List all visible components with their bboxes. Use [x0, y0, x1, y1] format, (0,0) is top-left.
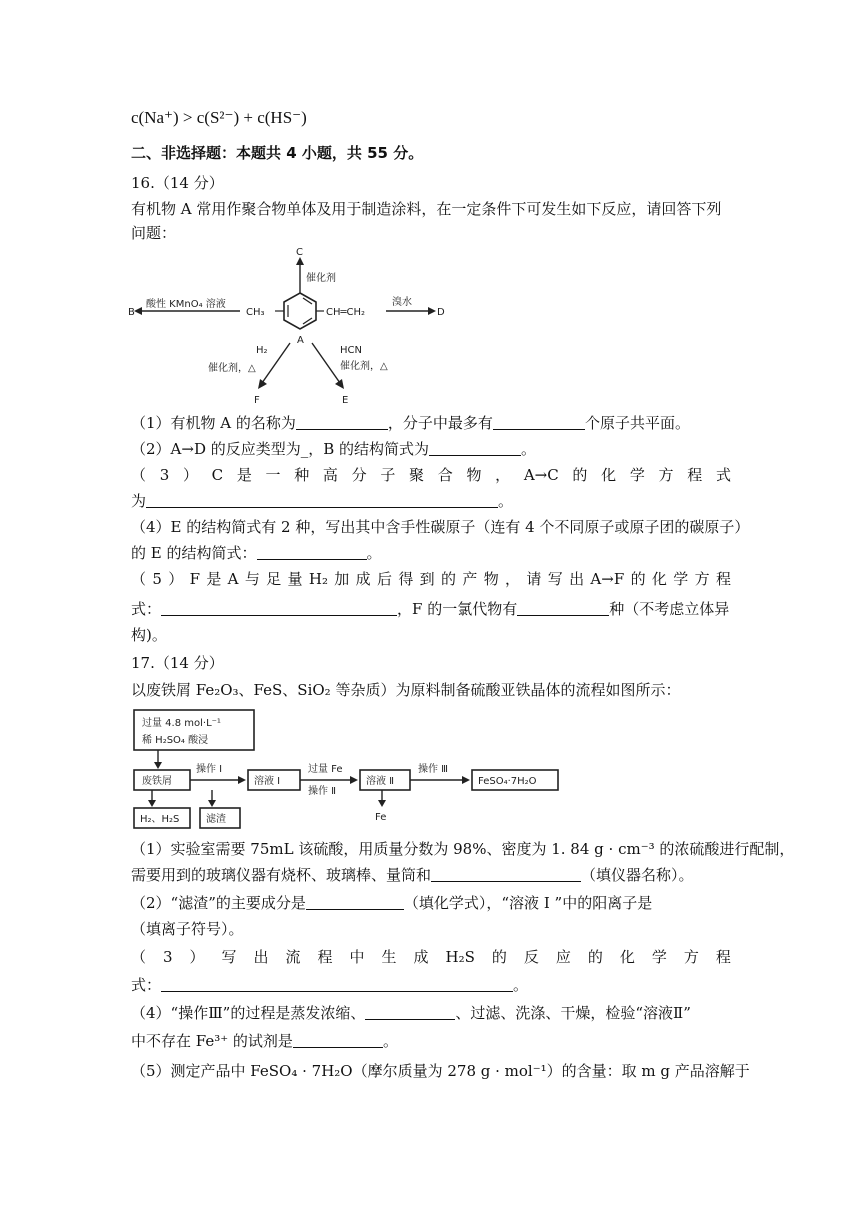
q16-part1: （1）有机物 A 的名称为 ，分子中最多有 个原子共平面。: [131, 414, 690, 432]
q16-part4-cont: 的 E 的结构简式： 。: [131, 544, 382, 562]
label-C: C: [296, 247, 303, 258]
label-h2: H₂: [256, 345, 268, 356]
benzene-ring: [284, 293, 316, 329]
label-catalyst-heat-left: 催化剂，△: [208, 363, 256, 374]
gases: H₂、H₂S: [140, 814, 180, 825]
q16-part3: （ 3 ） C 是 一 种 高 分 子 聚 合 物 ， A→C 的 化 学 方 程 式: [131, 466, 731, 484]
label-catalyst-up: 催化剂: [306, 273, 336, 284]
q16-part5: （ 5 ） F 是 A 与 足 量 H₂ 加 成 后 得 到 的 产 物 ， 请 写 出 A→F 的 化 学 方 程: [131, 570, 731, 588]
q16-part4: （4）E 的结构简式有 2 种，写出其中含手性碳原子（连有 4 个不同原子或原子团的碳原子）: [131, 518, 750, 536]
label-ch3: CH₃: [246, 307, 265, 318]
section-heading: 二、非选择题：本题共 4 小题，共 55 分。: [131, 144, 424, 162]
residue: 滤渣: [206, 814, 226, 825]
product: FeSO₄·7H₂O: [478, 776, 537, 787]
q17-part3: （ 3 ） 写 出 流 程 中 生 成 H₂S 的 反 应 的 化 学 方 程: [131, 948, 731, 966]
q17-number: 17.（14 分）: [131, 654, 224, 672]
label-vinyl: CH═CH₂: [326, 307, 366, 318]
label-A: A: [297, 335, 304, 346]
q16-part3-cont: 为 。: [131, 492, 514, 510]
label-catalyst-heat-right: 催化剂，△: [340, 361, 388, 372]
answer-blank[interactable]: [161, 975, 513, 992]
label-D: D: [437, 307, 445, 318]
q17-part1-cont: 需要用到的玻璃仪器有烧杯、玻璃棒、量筒和 （填仪器名称）。: [131, 866, 694, 884]
label-B: B: [128, 307, 135, 318]
q16-intro: 有机物 A 常用作聚合物单体及用于制造涂料，在一定条件下可发生如下反应，请回答下列: [131, 200, 722, 218]
q16-intro-cont: 问题：: [131, 224, 177, 242]
q17-intro: 以废铁屑 Fe₂O₃、FeS、SiO₂ 等杂质）为原料制备硫酸亚铁晶体的流程如图所示：: [131, 681, 681, 699]
answer-blank[interactable]: [493, 413, 585, 430]
answer-blank[interactable]: [161, 599, 397, 616]
q16-part5-end: 构)。: [131, 626, 167, 644]
label-bromine-water: 溴水: [392, 297, 412, 308]
solution-1: 溶液 Ⅰ: [254, 776, 281, 787]
reaction-scheme-diagram: [128, 243, 468, 408]
label-kmno4: 酸性 KMnO₄ 溶液: [146, 299, 226, 310]
acid-concentration: 过量 4.8 mol·L⁻¹: [142, 718, 221, 729]
q17-part4: （4）“操作Ⅲ”的过程是蒸发浓缩、 、过滤、洗涤、干燥，检验“溶液Ⅱ”: [131, 1004, 691, 1022]
scrap-iron: 废铁屑: [142, 776, 172, 787]
iron-output: Fe: [375, 812, 387, 823]
operation-3: 操作 Ⅲ: [418, 764, 449, 775]
answer-blank[interactable]: [365, 1003, 455, 1020]
process-flow-diagram: [130, 704, 580, 830]
q17-part3-cont: 式： 。: [131, 976, 529, 994]
label-F: F: [254, 395, 260, 406]
q16-part5-cont: 式： ，F 的一氯代物有 种（不考虑立体异: [131, 600, 730, 618]
q17-part4-cont: 中不存在 Fe³⁺ 的试剂是 。: [131, 1032, 398, 1050]
q17-part2-cont: （填离子符号）。: [131, 920, 244, 938]
q16-part2: （2）A→D 的反应类型为_，B 的结构简式为 。: [131, 440, 537, 458]
label-E: E: [342, 395, 349, 406]
answer-blank[interactable]: [306, 893, 404, 910]
label-hcn: HCN: [340, 345, 362, 356]
answer-blank[interactable]: [517, 599, 609, 616]
answer-blank[interactable]: [431, 865, 581, 882]
answer-blank[interactable]: [146, 491, 498, 508]
answer-blank[interactable]: [429, 439, 521, 456]
q16-number: 16.（14 分）: [131, 174, 224, 192]
answer-blank[interactable]: [296, 413, 388, 430]
add-excess-fe: 过量 Fe: [308, 764, 343, 775]
q17-part1: （1）实验室需要 75mL 该硫酸，用质量分数为 98%、密度为 1. 84 g · cm⁻³ 的浓硫酸进行配制，: [131, 840, 795, 858]
acid-leach: 稀 H₂SO₄ 酸浸: [142, 735, 209, 746]
inequality-formula: c(Na⁺) > c(S²⁻) + c(HS⁻): [131, 108, 307, 127]
answer-blank[interactable]: [293, 1031, 383, 1048]
operation-2: 操作 Ⅱ: [308, 786, 337, 797]
q17-part5: （5）测定产品中 FeSO₄ · 7H₂O（摩尔质量为 278 g · mol⁻¹）的含量：取 m g 产品溶解于: [131, 1062, 750, 1080]
operation-1: 操作 Ⅰ: [196, 764, 223, 775]
solution-2: 溶液 Ⅱ: [366, 776, 395, 787]
answer-blank[interactable]: [257, 543, 367, 560]
q17-part2: （2）“滤渣”的主要成分是 （填化学式），“溶液 Ⅰ ”中的阳离子是: [131, 894, 653, 912]
